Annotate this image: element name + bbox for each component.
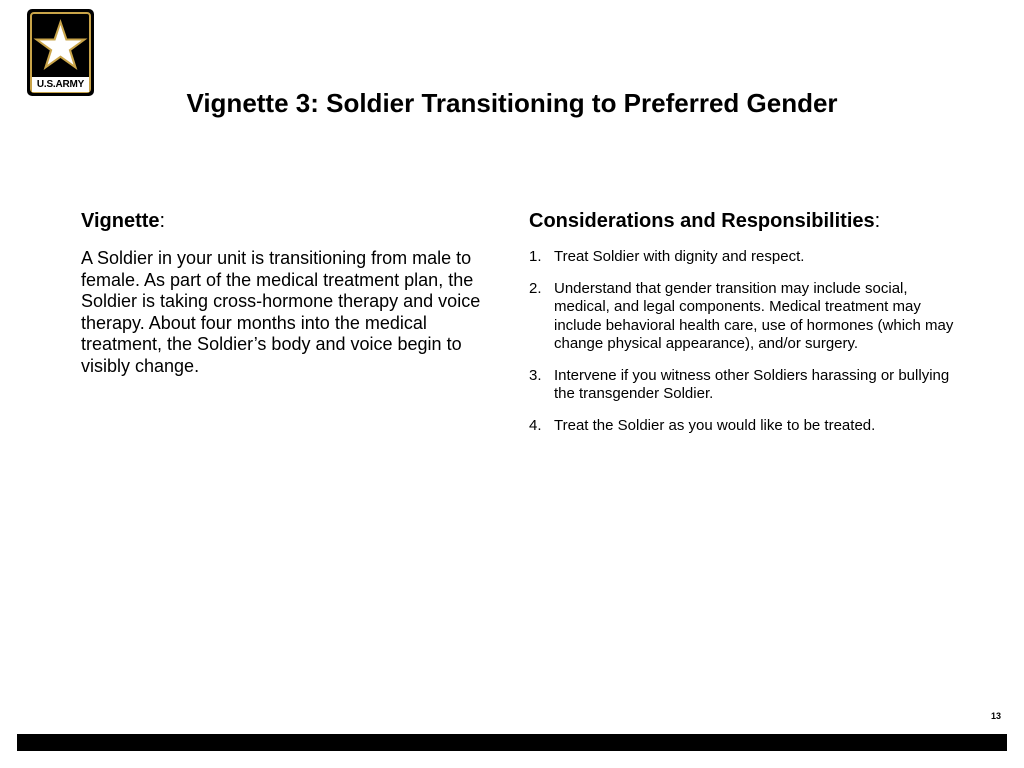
us-army-logo [27,9,94,96]
vignette-heading [81,208,165,234]
list-item [529,280,959,354]
list-item-number: 1. [529,248,542,265]
considerations-heading-label: Considerations and Responsibilities [529,210,875,232]
list-item-text: Treat the Soldier as you would like to be treated. [554,416,876,434]
considerations-list [529,248,959,448]
list-item-number: 3. [529,366,542,384]
list-item [529,248,959,267]
list-item-number: 4. [529,416,542,434]
considerations-heading-colon: : [874,210,881,232]
vignette-heading-label: Vignette [81,210,160,232]
vignette-heading-colon: : [159,210,166,232]
page-number: 13 [990,711,1001,721]
logo-text: U.S.ARMY [32,77,89,92]
footer-bar [17,734,1007,751]
list-item [529,417,959,436]
list-item [529,367,959,404]
star-icon [27,11,94,75]
list-item-number: 2. [529,279,542,297]
list-item-text: Treat Soldier with dignity and respect. [554,248,805,265]
page-title: Vignette 3: Soldier Transitioning to Preferred Gender [186,88,838,118]
list-item-text: Intervene if you witness other Soldiers harassing or bullying the transgender Soldier. [554,366,950,402]
list-item-text: Understand that gender transition may include social, medical, and legal components. Medical treatment may include behavioral health care, use of hormones (which may change physical appearance), and/or surgery. [554,279,954,352]
vignette-text: A Soldier in your unit is transitioning from male to female. As part of the medical treatment plan, the Soldier is taking cross-hormone therapy and voice therapy. About four months into the medical treatment, the Soldier’s body and voice begin to visibly change. [81,248,481,376]
considerations-heading [529,208,880,234]
